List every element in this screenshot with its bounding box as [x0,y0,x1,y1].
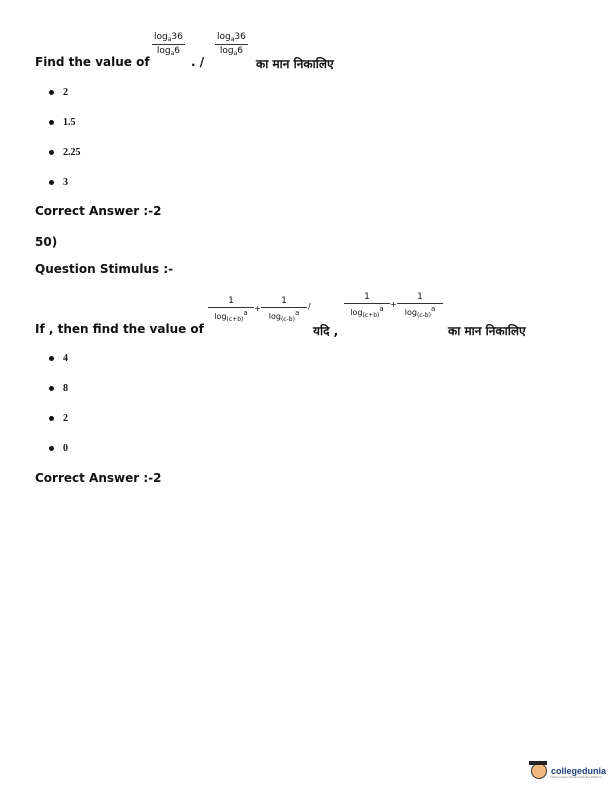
bullet-icon [49,386,54,391]
bullet-icon [49,180,54,185]
q49-prompt: Find the value of [35,55,150,69]
bullet-icon [49,120,54,125]
bullet-icon [49,446,54,451]
bullet-icon [49,150,54,155]
q49-option: 2 [49,87,68,98]
q50-expression-1: $\frac{1}{\log_{(c+b)}a}$ + $\frac{1}{\log_{(c-b)}a}$ / [208,296,318,332]
q50-expression-2: $\frac{1}{\log_{(c+b)}a}$ + $\frac{1}{\log_{(c-b)}a}$ [344,292,444,328]
bullet-icon [49,356,54,361]
q50-stimulus-label: Question Stimulus :- [35,262,174,276]
q50-option: 8 [49,383,68,394]
q49-separator: . / [191,55,205,69]
q50-hindi-text: का मान निकालिए [448,324,526,338]
q50-number: 50) [35,235,58,249]
q50-correct-answer: Correct Answer :-2 [35,471,162,485]
q49-option: 3 [49,177,68,188]
collegedunia-logo: collegedunia India's largest Student Review Platform [531,763,606,779]
q50-option: 0 [49,443,68,454]
q49-fraction-1: $\frac{\log_a36}{\log_a6}$ [154,32,183,57]
q50-yadi-text: यदि , [313,324,339,338]
q49-correct-answer: Correct Answer :-2 [35,204,162,218]
mascot-icon [531,763,547,779]
q50-option: 4 [49,353,68,364]
q50-prompt: If , then find the value of [35,322,204,336]
bullet-icon [49,416,54,421]
bullet-icon [49,90,54,95]
q50-option: 2 [49,413,68,424]
q49-hindi-text: का मान निकालिए [256,57,334,71]
q49-option: 2.25 [49,147,81,158]
q49-option: 1.5 [49,117,76,128]
q49-fraction-2: $\frac{\log_a36}{\log_a6}$ [217,32,246,57]
